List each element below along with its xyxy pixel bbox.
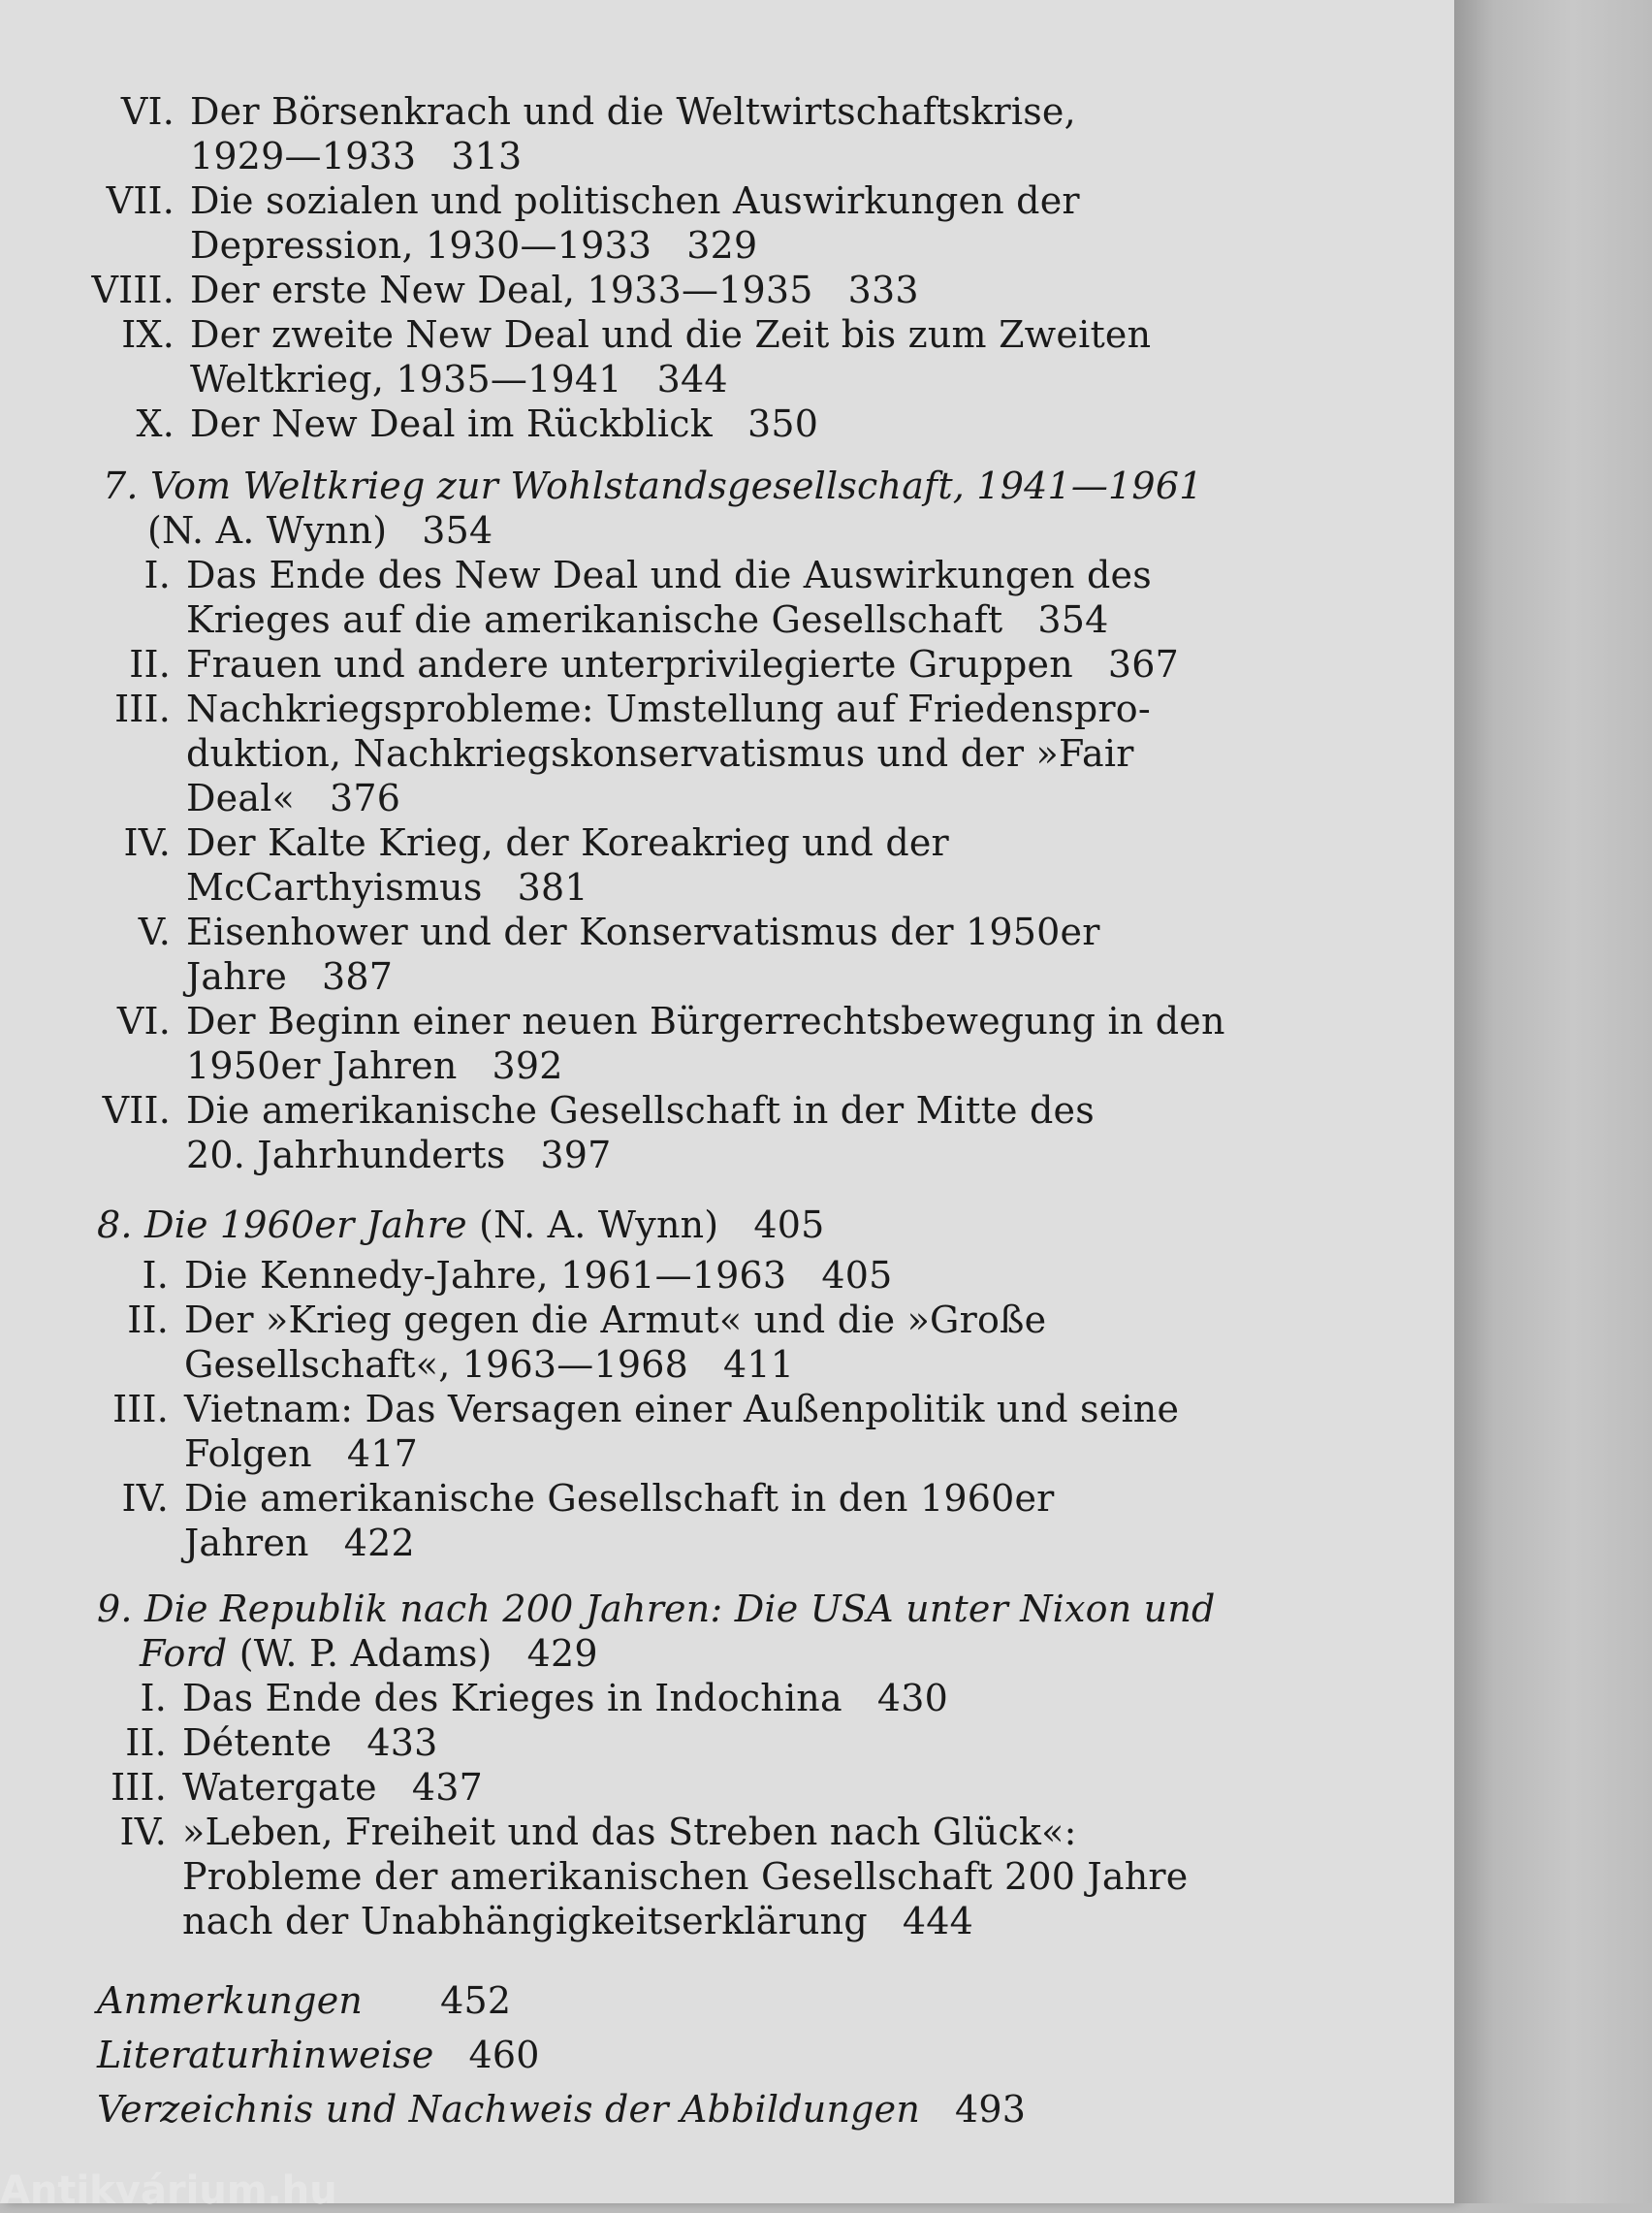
toc-entry-cont: McCarthyismus 381 xyxy=(186,866,588,909)
chapter-heading-cont xyxy=(147,508,492,553)
appendix-entry: Anmerkungen 452 xyxy=(97,1979,512,2022)
toc-entry: III. Vietnam: Das Versagen einer Außenpolitik und seine xyxy=(112,1388,1180,1430)
facing-page-edge xyxy=(1454,0,1652,2203)
page-number: 452 xyxy=(440,1979,512,2022)
toc-entry: VI. Der Beginn einer neuen Bürgerrechtsbewegung in den xyxy=(116,1000,1225,1042)
toc-entry: VIII. Der erste New Deal, 1933—1935 333 xyxy=(91,269,919,311)
page-number: 422 xyxy=(343,1522,415,1564)
appendix-entry: Literaturhinweise 460 xyxy=(97,2034,540,2076)
toc-entry-cont: 1929—1933 313 xyxy=(190,135,523,177)
toc-entry: II. Der »Krieg gegen die Armut« und die »Große xyxy=(127,1299,1047,1341)
page-number: 429 xyxy=(526,1632,598,1675)
toc-entry-cont: Weltkrieg, 1935—1941 344 xyxy=(190,358,728,401)
page-number: 376 xyxy=(330,777,401,819)
page-number: 354 xyxy=(1037,598,1109,641)
toc-entry-cont: Jahren 422 xyxy=(184,1522,415,1564)
toc-entry-cont: Deal« 376 xyxy=(186,777,401,819)
toc-entry-cont: 20. Jahrhunderts 397 xyxy=(186,1134,612,1176)
page-number: 417 xyxy=(346,1432,418,1475)
page-number: 333 xyxy=(847,269,919,311)
toc-entry: IV. »Leben, Freiheit und das Streben nach Glück«: xyxy=(119,1811,1077,1853)
appendix-entry: Verzeichnis und Nachweis der Abbildungen 493 xyxy=(97,2088,1027,2131)
page-number: 392 xyxy=(492,1044,563,1087)
page-number: 344 xyxy=(656,358,728,401)
page-number: 460 xyxy=(468,2034,540,2076)
toc-entry: VII. Die amerikanische Gesellschaft in der Mitte des xyxy=(102,1089,1095,1132)
page-number: 405 xyxy=(753,1203,825,1246)
page-number: 493 xyxy=(955,2088,1027,2131)
watermark: Antikvárium.hu xyxy=(0,2168,337,2213)
page-number: 381 xyxy=(517,866,588,909)
page-number: 433 xyxy=(366,1721,438,1764)
toc-entry-cont: Folgen 417 xyxy=(184,1432,418,1475)
toc-entry: X. Der New Deal im Rückblick 350 xyxy=(136,402,819,445)
toc-entry: I. Die Kennedy-Jahre, 1961—1963 405 xyxy=(142,1254,893,1297)
toc-entry-cont: Probleme der amerikanischen Gesellschaft 200 Jahre xyxy=(182,1855,1189,1898)
chapter-heading: 9. Die Republik nach 200 Jahren: Die USA unter Nixon und xyxy=(97,1588,1216,1630)
chapter-heading: 7. Vom Weltkrieg zur Wohlstandsgesellschaft, 1941—1961 xyxy=(103,465,1203,507)
page-number: 350 xyxy=(747,402,819,445)
toc-entry: III. Nachkriegsprobleme: Umstellung auf Friedenspro- xyxy=(114,688,1151,730)
toc-entry-cont: Jahre 387 xyxy=(186,955,394,998)
toc-entry-cont: Depression, 1930—1933 329 xyxy=(190,224,758,267)
chapter-author: (N. A. Wynn) xyxy=(147,509,388,552)
page-number: 444 xyxy=(902,1900,974,1942)
toc-entry: I. Das Ende des New Deal und die Auswirkungen des xyxy=(143,554,1152,596)
toc-entry-cont: nach der Unabhängigkeitserklärung 444 xyxy=(182,1900,974,1942)
chapter-heading: 8. Die 1960er Jahre (N. A. Wynn) 405 xyxy=(97,1203,825,1246)
page-number: 387 xyxy=(322,955,394,998)
page-number: 313 xyxy=(451,135,523,177)
toc-entry: VI. Der Börsenkrach und die Weltwirtschaftskrise, xyxy=(120,90,1076,133)
page-number: 437 xyxy=(411,1766,484,1809)
toc-entry: I. Das Ende des Krieges in Indochina 430 xyxy=(140,1677,948,1719)
chapter-heading-cont: Ford (W. P. Adams) 429 xyxy=(140,1632,598,1675)
toc-entry-cont: Krieges auf die amerikanische Gesellschaft 354 xyxy=(186,598,1109,641)
page-number: 405 xyxy=(821,1254,893,1297)
toc-entry: IX. Der zweite New Deal und die Zeit bis zum Zweiten xyxy=(121,313,1152,356)
toc-entry: V. Eisenhower und der Konservatismus der 1950er xyxy=(138,911,1100,953)
page-number: 411 xyxy=(723,1343,795,1386)
toc-entry: VII. Die sozialen und politischen Auswirkungen der xyxy=(106,179,1080,222)
page-number: 430 xyxy=(876,1677,948,1719)
toc-entry: II. Détente 433 xyxy=(125,1721,438,1764)
page-number: 397 xyxy=(540,1134,612,1176)
toc-entry-cont: 1950er Jahren 392 xyxy=(186,1044,563,1087)
chapter-author: (N. A. Wynn) xyxy=(479,1203,719,1246)
toc-entry: IV. Der Kalte Krieg, der Koreakrieg und der xyxy=(123,821,949,864)
chapter-author: (W. P. Adams) xyxy=(238,1632,492,1675)
page-number: 367 xyxy=(1107,643,1180,686)
toc-entry-cont: duktion, Nachkriegskonservatismus und der »Fair xyxy=(186,732,1134,775)
toc-entry: III. Watergate 437 xyxy=(111,1766,484,1809)
page-number: 329 xyxy=(686,224,758,267)
page-number: 354 xyxy=(422,509,493,552)
toc-entry-cont: Gesellschaft«, 1963—1968 411 xyxy=(184,1343,795,1386)
toc-entry: II. Frauen und andere unterprivilegierte Gruppen 367 xyxy=(129,643,1180,686)
toc-entry: IV. Die amerikanische Gesellschaft in den 1960er xyxy=(121,1477,1055,1520)
